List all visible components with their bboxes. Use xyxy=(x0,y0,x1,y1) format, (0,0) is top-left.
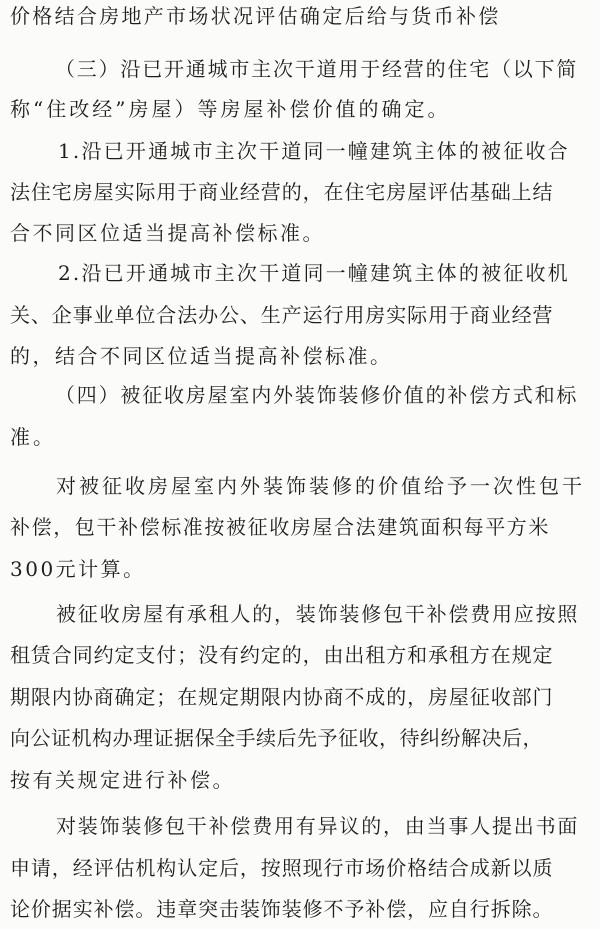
text-line xyxy=(0,677,600,717)
line-text: 的，结合不同区位适当提高补偿标准。 xyxy=(10,344,393,368)
text-line xyxy=(0,848,600,888)
line-text: 按有关规定进行补偿。 xyxy=(10,768,235,792)
line-text: 准。 xyxy=(10,425,56,449)
line-text: 法住宅房屋实际用于商业经营的，在住宅房屋评估基础上结 xyxy=(10,180,554,204)
section-heading-line xyxy=(0,375,600,415)
text-line xyxy=(0,507,600,547)
list-item-1-line xyxy=(0,131,600,171)
line-text: 称“住改经”房屋）等房屋补偿价值的确定。 xyxy=(10,97,451,121)
text-line xyxy=(0,417,600,457)
line-text: 价格结合房地产市场状况评估确定后给与货币补偿 xyxy=(10,4,501,28)
text-line xyxy=(0,295,600,335)
line-text: 2.沿已开通城市主次干道同一幢建筑主体的被征收机 xyxy=(58,261,570,285)
text-line xyxy=(0,760,600,800)
text-line xyxy=(0,336,600,376)
line-text: 期限内协商确定；在规定期限内协商不成的，房屋征收部门 xyxy=(10,685,554,709)
line-text: 关、企事业单位合法办公、生产运行用房实际用于商业经营 xyxy=(10,303,554,327)
line-text: 1.沿已开通城市主次干道同一幢建筑主体的被征收合 xyxy=(58,139,570,163)
line-text: 300元计算。 xyxy=(10,557,146,581)
text-line xyxy=(0,0,600,36)
text-line xyxy=(0,718,600,758)
line-text: （四）被征收房屋室内外装饰装修价值的补偿方式和标 xyxy=(55,383,579,407)
line-text: 论价据实补偿。违章突击装饰装修不予补偿，应自行拆除。 xyxy=(10,897,554,921)
list-item-2-line xyxy=(0,253,600,293)
line-text: 对装饰装修包干补偿费用有异议的，由当事人提出书面 xyxy=(56,814,580,838)
text-line xyxy=(0,594,600,634)
text-line xyxy=(0,635,600,675)
text-line xyxy=(0,549,600,589)
line-text: 被征收房屋有承租人的，装饰装修包干补偿费用应按照 xyxy=(56,602,580,626)
line-text: 对被征收房屋室内外装饰装修的价值给予一次性包干 xyxy=(56,474,585,498)
line-text: 申请，经评估机构认定后，按照现行市场价格结合成新以质 xyxy=(10,856,554,880)
section-heading-line xyxy=(0,49,600,89)
line-text: 向公证机构办理证据保全手续后先予征收，待纠纷解决后， xyxy=(10,726,543,750)
text-line xyxy=(0,89,600,129)
text-line xyxy=(0,172,600,212)
text-line xyxy=(0,466,600,506)
line-text: 补偿，包干补偿标准按被征收房屋合法建筑面积每平方米 xyxy=(10,515,550,539)
line-text: 租赁合同约定支付；没有约定的，由出租方和承租方在规定 xyxy=(10,643,554,667)
line-text: （三）沿已开通城市主次干道用于经营的住宅（以下简 xyxy=(55,57,579,81)
text-line xyxy=(0,806,600,846)
text-line xyxy=(0,889,600,929)
text-line xyxy=(0,213,600,253)
line-text: 合不同区位适当提高补偿标准。 xyxy=(10,221,325,245)
